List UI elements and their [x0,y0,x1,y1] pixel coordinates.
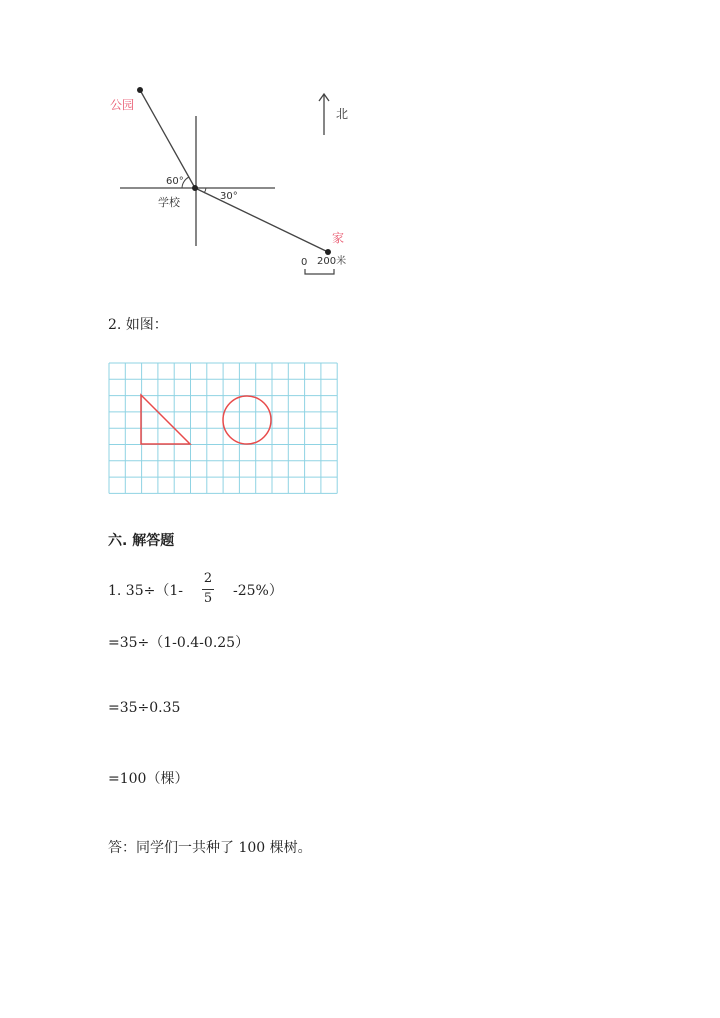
solution-line-2: =35÷（1-0.4-0.25） [108,635,250,651]
direction-map [100,80,370,280]
school-label: 学校 [158,196,180,209]
angle-arc-30 [204,188,206,193]
fraction-bar [202,589,214,590]
school-point [192,185,198,191]
north-arrow-icon [319,94,329,135]
grid-figure [108,362,340,496]
question-2-title: 2. 如图： [108,317,168,333]
angle-30-label: 30° [220,191,238,202]
scale-label: 200米 [317,256,347,267]
line-to-park [140,90,195,188]
fraction-numerator: 2 [203,571,213,586]
home-label: 家 [332,231,345,245]
north-label: 北 [336,107,349,121]
home-point [325,249,331,255]
grid-lines [109,363,337,493]
park-label: 公园 [110,98,135,112]
right-triangle-shape [141,395,190,444]
scale-zero-label: 0 [301,257,308,268]
circle-shape [223,396,271,444]
answer-line: 答：同学们一共种了 100 棵树。 [108,840,312,856]
section-title: 六. 解答题 [108,533,175,549]
fraction-denominator: 5 [203,591,213,606]
scale-bar [305,269,334,274]
solution-line-1-prefix: 1. 35÷（1- [108,583,183,599]
solution-line-3: =35÷0.35 [108,700,181,716]
solution-line-1-suffix: -25%） [233,583,283,599]
angle-60-label: 60° [166,176,184,187]
park-point [137,87,143,93]
line-to-home [195,188,328,252]
solution-line-4: =100（棵） [108,771,189,787]
